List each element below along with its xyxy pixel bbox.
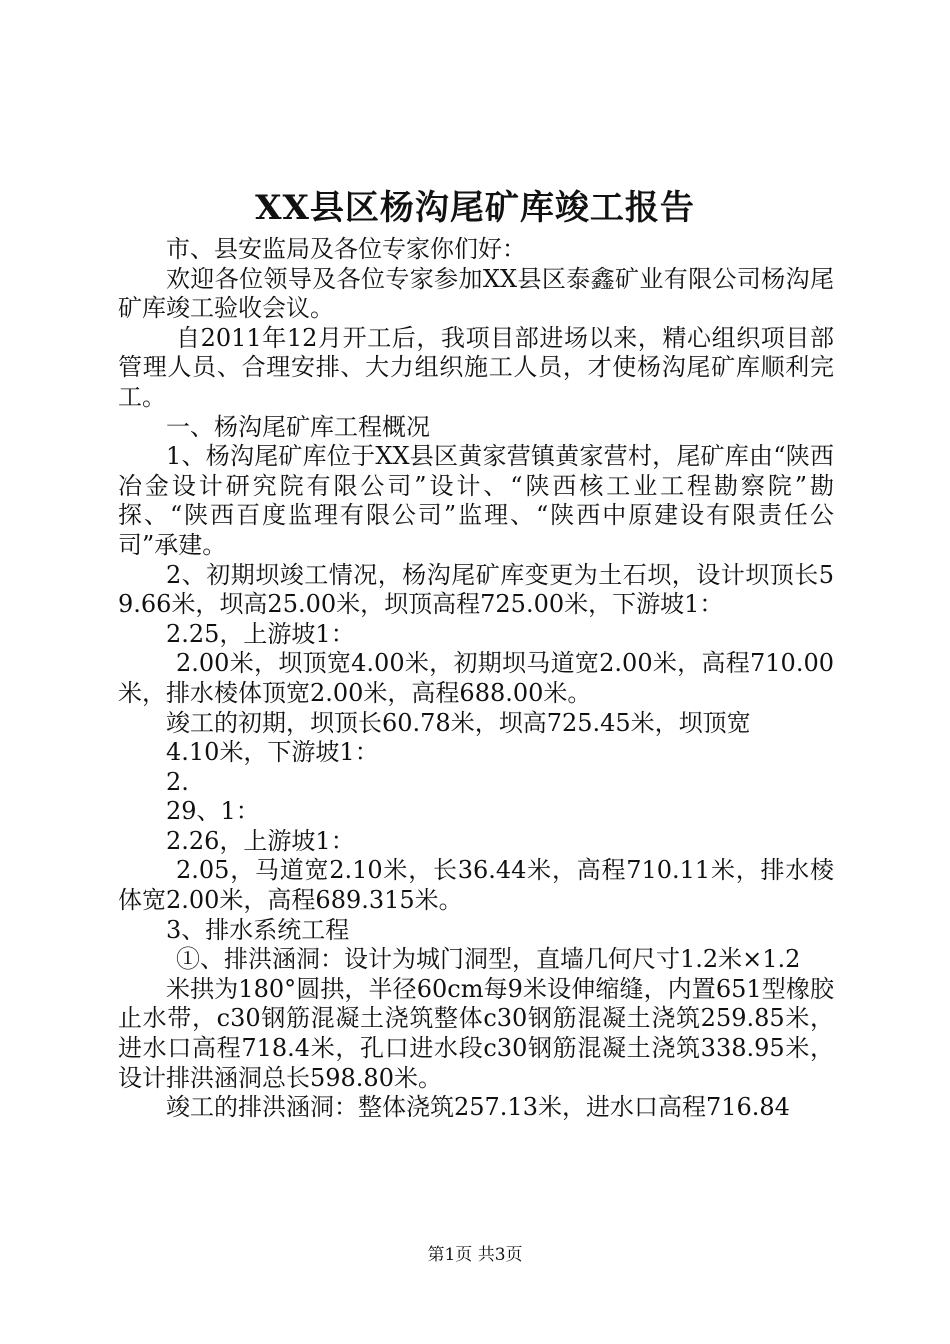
paragraph: 2.25，上游坡1： <box>166 619 355 648</box>
paragraph: 自2011年12月开工后，我项目部进场以来，精心组织项目部管理人员、合理安排、大力组织施工人员，才使杨沟尾矿库顺利完工。 <box>118 323 834 411</box>
paragraph: 1、杨沟尾矿库位于XX县区黄家营镇黄家营村，尾矿库由“陕西冶金设计研究院有限公司”设计、“陕西核工业工程勘察院”勘探、“陕西百度监理有限公司”监理、“陕西中原建设有限责任公司”承建。 <box>118 442 834 559</box>
paragraph: 市、县安监局及各位专家你们好： <box>166 235 526 263</box>
paragraph: 2.00米，坝顶宽4.00米，初期坝马道宽2.00米，高程710.00米，排水棱体顶宽2.00米，高程688.00米。 <box>118 649 834 707</box>
paragraph: 欢迎各位领导及各位专家参加XX县区泰鑫矿业有限公司杨沟尾矿库竣工验收会议。 <box>118 264 834 323</box>
document-body <box>118 235 834 1123</box>
paragraph: 4.10米，下游坡1： <box>166 738 379 767</box>
paragraph: 2、初期坝竣工情况，杨沟尾矿库变更为土石坝，设计坝顶长59.66米，坝高25.00米，坝顶高程725.00米，下游坡1： <box>118 560 834 619</box>
paragraph: 米拱为180°圆拱，半径60cm每9米设伸缩缝，内置651型橡胶止水带，c30钢筋混凝土浇筑整体c30钢筋混凝土浇筑259.85米，进水口高程718.4米，孔口进水段c30钢筋混凝土浇筑338.95米，设计排洪涵洞总长598.80米。 <box>118 974 834 1092</box>
paragraph: 29、1： <box>166 797 260 826</box>
paragraph: 2.05，马道宽2.10米，长36.44米，高程710.11米，排水棱体宽2.00米，高程689.315米。 <box>118 856 834 915</box>
paragraph: 竣工的初期，坝顶长60.78米，坝高725.45米，坝顶宽 <box>166 708 751 737</box>
page-footer: 第1页 共3页 <box>427 1245 523 1265</box>
paragraph: 2. <box>166 767 189 796</box>
paragraph: ①、排洪涵洞：设计为城门洞型，直墙几何尺寸1.2米×1.2 <box>176 945 801 974</box>
paragraph: 竣工的排洪涵洞：整体浇筑257.13米，进水口高程716.84 <box>166 1093 790 1122</box>
paragraph: 2.26，上游坡1： <box>166 826 355 855</box>
paragraph: 3、排水系统工程 <box>166 915 350 944</box>
paragraph: 一、杨沟尾矿库工程概况 <box>166 412 430 441</box>
document-title: XX县区杨沟尾矿库竣工报告 <box>255 188 695 228</box>
